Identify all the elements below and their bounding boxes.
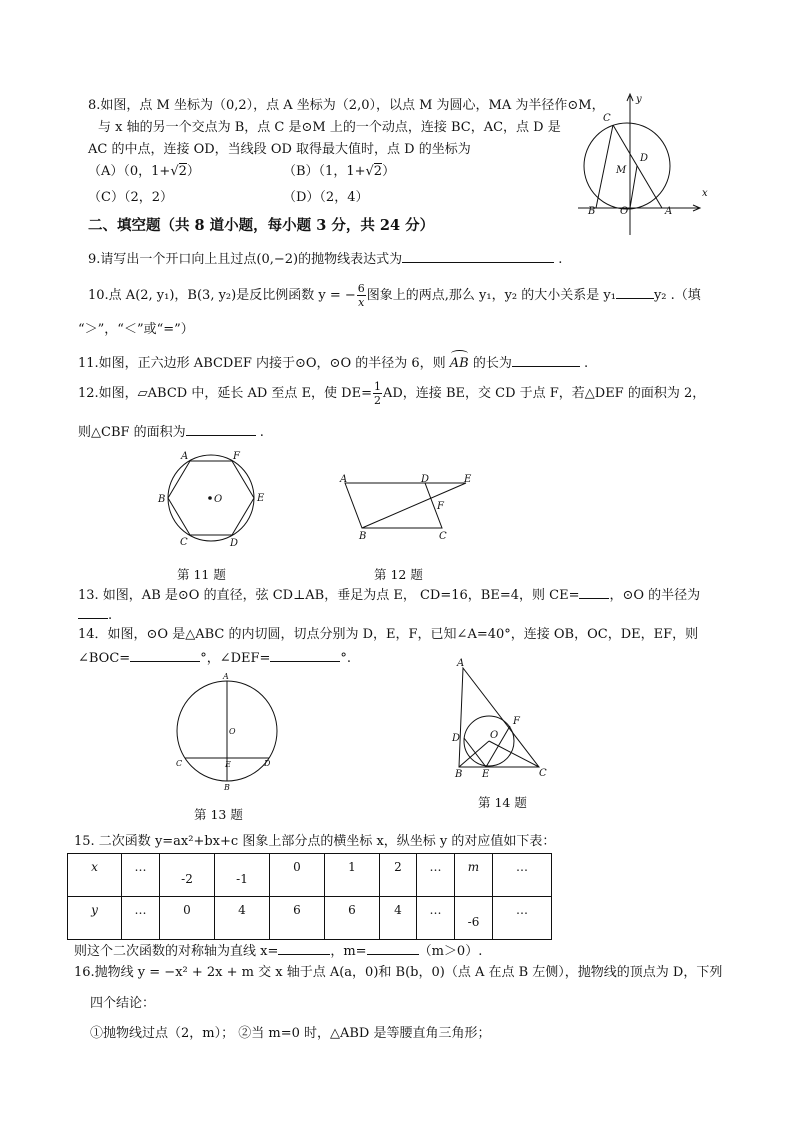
option-b-prefix: （B）（1，1+ (283, 164, 366, 179)
q13-text: 13. 如图，AB 是⊙O 的直径，弦 CD⊥AB，垂足为点 E， CD=16，BE=4，则 CE= (78, 588, 580, 603)
q9-text: 9.请写出一个开口向上且过点(0,−2)的抛物线表达式为 (88, 252, 403, 267)
q15-after (74, 942, 482, 960)
label-b: B (359, 531, 367, 542)
label-b: B (158, 494, 166, 505)
cell-text: -2 (181, 872, 193, 886)
q13-mid: ，⊙O 的半径为 (609, 588, 701, 603)
q14-boc-label: ∠BOC= (78, 651, 131, 666)
fig14-triangle (451, 658, 547, 780)
q15-m-blank[interactable] (367, 942, 419, 955)
cell-text: -1 (236, 872, 248, 886)
q8-option-a: （A）（0，1+√2） (88, 164, 200, 179)
table-cell (215, 854, 270, 897)
label-b: B (455, 769, 463, 780)
numerator: 1 (374, 380, 381, 393)
q8-line1: 8.如图，点 M 坐标为（0,2），点 A 坐标为（2,0），以点 M 为圆心，MA 为半径作⊙M， (88, 98, 605, 113)
segment-ob (459, 741, 489, 767)
label-e: E (464, 474, 472, 485)
q14-deg1: °， (200, 651, 220, 666)
table-cell (160, 897, 215, 940)
table-row-x (68, 854, 552, 897)
q12-line2-text: 则△CBF 的面积为 (78, 425, 186, 440)
segment-od (630, 166, 637, 208)
center-o-dot (209, 497, 212, 500)
cell-text: x (91, 860, 98, 874)
label-x: x (702, 188, 708, 199)
arc-label: AB (449, 356, 469, 371)
label-b: B (588, 206, 596, 217)
q15-axis-label: 则这个二次函数的对称轴为直线 x= (74, 944, 279, 959)
q12-end: . (259, 425, 264, 440)
q16-line1: 16.抛物线 y = −x² + 2x + m 交 x 轴于点 A(a，0)和 B(b，0)（点 A 在点 B 左侧），抛物线的顶点为 D，下列 (74, 965, 723, 980)
table-cell (417, 854, 455, 897)
table-cell (325, 897, 380, 940)
q16-line2: 四个结论： (90, 996, 156, 1011)
option-a-suffix: ） (186, 164, 200, 179)
table-cell (215, 897, 270, 940)
cell-text: 4 (238, 903, 246, 917)
cell-text: 1 (348, 860, 356, 874)
cell-text: … (429, 860, 442, 874)
table-cell (380, 854, 417, 897)
q15-condition: （m＞0）. (418, 944, 483, 959)
q9-end: . (558, 252, 563, 267)
fig13-circle (176, 672, 277, 792)
label-o: O (620, 206, 629, 217)
label-f: F (437, 501, 444, 512)
label-m: M (616, 165, 627, 176)
parallelogram-abcd (345, 483, 442, 528)
option-a-radicand: 2 (178, 164, 187, 179)
q11-end: . (584, 356, 589, 371)
cell-text: 0 (183, 903, 191, 917)
denominator: 2 (374, 394, 381, 407)
label-a: A (223, 672, 229, 681)
q8-option-c: （C）（2，2） (88, 190, 173, 205)
cell-text: y (91, 903, 98, 917)
option-b-radicand: 2 (373, 164, 383, 179)
triangle-abc (459, 668, 539, 767)
label-a: A (457, 658, 465, 669)
q8-option-d: （D）（2，4） (283, 190, 369, 205)
label-d: D (264, 759, 271, 768)
label-c: C (180, 537, 188, 548)
label-d: D (452, 733, 461, 744)
fig11-hexagon (157, 451, 265, 549)
q10-post: y₂ .（填 (653, 288, 701, 303)
q12-post: AD，连接 BE，交 CD 于点 F，若△DEF 的面积为 2， (383, 386, 706, 401)
table-cell (68, 854, 122, 897)
option-b-suffix: ） (382, 164, 396, 179)
q16-line3: ①抛物线过点（2，m）； ②当 m=0 时，△ABD 是等腰直角三角形； (90, 1026, 491, 1041)
label-y: y (636, 94, 642, 105)
table-cell (160, 854, 215, 897)
q10-pre: 10.点 A(2, y₁)，B(3, y₂)是反比例函数 y = − (88, 288, 356, 303)
fig14-caption: 第 14 题 (478, 795, 527, 810)
q14-def-label: ∠DEF= (219, 651, 271, 666)
q8-figure (578, 94, 708, 235)
q10-mid: 图象上的两点,那么 y₁，y₂ 的大小关系是 y₁ (366, 288, 616, 303)
cell-text: 2 (394, 860, 402, 874)
label-c: C (439, 531, 447, 542)
label-d: D (421, 474, 430, 485)
label-a: A (181, 451, 189, 462)
table-cell (270, 854, 325, 897)
label-c: C (603, 113, 611, 124)
table-cell (455, 854, 493, 897)
q12-pre: 12.如图，▱ABCD 中，延长 AD 至点 E，使 DE= (78, 386, 372, 401)
label-o: O (229, 727, 236, 736)
q8-line3: AC 的中点，连接 OD，当线段 OD 取得最大值时，点 D 的坐标为 (88, 142, 471, 157)
q8-option-b: （B）（1，1+√2） (283, 164, 396, 179)
cell-text: … (516, 860, 528, 874)
label-c: C (539, 768, 547, 779)
cell-text: 0 (293, 860, 301, 874)
cell-text: … (134, 903, 147, 917)
label-f: F (513, 716, 520, 727)
label-o: O (490, 730, 499, 741)
section-2-heading: 二、填空题（共 8 道小题，每小题 3 分，共 24 分） (88, 217, 435, 234)
q15-axis-blank[interactable] (278, 942, 330, 955)
fig12-parallelogram (339, 474, 472, 542)
table-cell (270, 897, 325, 940)
q14-deg2: °. (340, 651, 352, 666)
table-cell (325, 854, 380, 897)
label-o: O (214, 494, 223, 505)
label-a: A (665, 206, 673, 217)
table-cell (417, 897, 455, 940)
q8-line2: 与 x 轴的另一个交点为 B，点 C 是⊙M 上的一个动点，连接 BC，AC，点 D 是 (98, 120, 561, 135)
segment-be (362, 483, 466, 528)
label-c: C (176, 759, 183, 768)
cell-text: … (429, 903, 442, 917)
option-a-prefix: （A）（0，1+ (88, 164, 171, 179)
fig11-caption: 第 11 题 (177, 567, 226, 582)
cell-text: 6 (348, 903, 356, 917)
label-d: D (640, 153, 649, 164)
table-cell (380, 897, 417, 940)
cell-text: -6 (467, 915, 480, 929)
numerator: 6 (357, 282, 365, 295)
fig13-caption: 第 13 题 (194, 807, 243, 822)
label-b: B (224, 783, 230, 792)
label-e: E (225, 760, 231, 769)
table-cell (493, 897, 552, 940)
label-f: F (233, 451, 240, 462)
label-e: E (257, 493, 265, 504)
segment-bc (596, 125, 613, 208)
circle-m (584, 123, 670, 209)
label-e: E (482, 769, 490, 780)
q13-end: . (108, 608, 113, 623)
table-row-y (68, 897, 552, 940)
table-cell (122, 854, 160, 897)
label-d: D (230, 538, 239, 549)
fig12-caption: 第 12 题 (374, 567, 423, 582)
cell-text: … (134, 860, 147, 874)
table-cell (455, 897, 493, 940)
cell-text: 4 (394, 903, 402, 917)
cell-text: 6 (293, 903, 301, 917)
q15-table (67, 853, 552, 940)
label-a: A (340, 474, 348, 485)
cell-text: … (516, 903, 528, 917)
cell-text: m (467, 860, 480, 874)
table-cell (122, 897, 160, 940)
q15-m-label: ，m= (330, 944, 367, 959)
table-cell (68, 897, 122, 940)
q11-post: 的长为 (468, 356, 512, 371)
q11-pre: 11.如图，正六边形 ABCDEF 内接于⊙O，⊙O 的半径为 6，则 (78, 356, 450, 371)
denominator: x (358, 296, 365, 309)
q14-line1: 14．如图，⊙O 是△ABC 的内切圆，切点分别为 D，E，F，已知∠A=40°，连接 OB，OC，DE，EF，则 (78, 627, 699, 642)
q10-line2: “＞”，“＜”或“=”） (78, 322, 194, 337)
q15-text: 15. 二次函数 y=ax²+bx+c 图象上部分点的横坐标 x，纵坐标 y 的对应值如下表： (74, 834, 556, 849)
table-cell (493, 854, 552, 897)
